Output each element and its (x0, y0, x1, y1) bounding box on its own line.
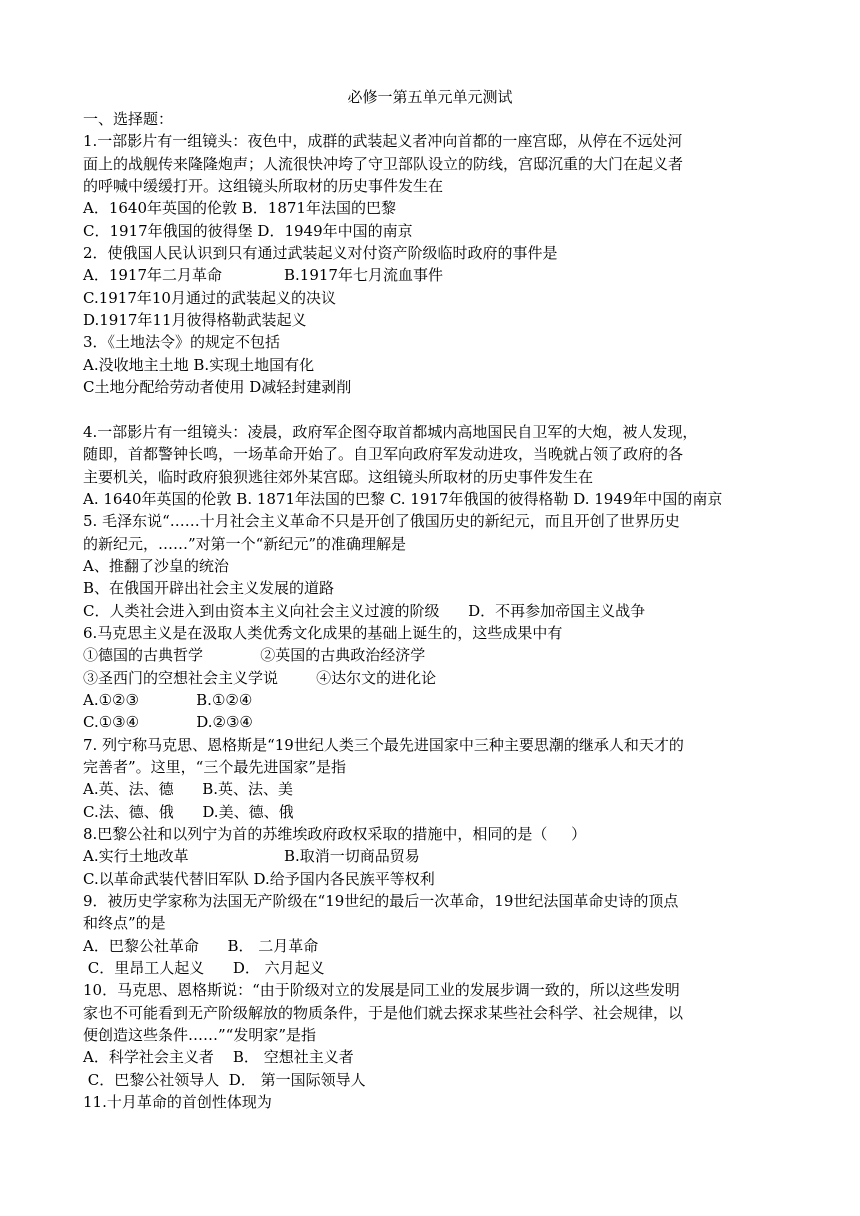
text-line: 7. 列宁称马克思、恩格斯是“19世纪人类三个最先进国家中三种主要思潮的继承人和天才的 (83, 735, 684, 754)
text-line: A、推翻了沙皇的统治 (83, 556, 229, 575)
text-line: 4.一部影片有一组镜头：凌晨，政府军企图夺取首都城内高地国民自卫军的大炮，被人发现， (83, 422, 698, 441)
text-line: A.实行土地改革 B.取消一切商品贸易 (83, 847, 420, 866)
text-line: 家也不可能看到无产阶级解放的物质条件，于是他们就去探求某些社会科学、社会规律，以 (83, 1003, 684, 1022)
text-line: 一、选择题： (83, 110, 174, 128)
text-line: ③圣西门的空想社会主义学说 ④达尔文的进化论 (83, 668, 437, 687)
text-line: 和终点”的是 (83, 914, 166, 933)
text-line: C．巴黎公社领导人 D． 第一国际领导人 (83, 1070, 366, 1089)
text-line: 5. 毛泽东说“……十月社会主义革命不只是开创了俄国历史的新纪元，而且开创了世界历史 (83, 512, 680, 531)
text-line: 面上的战舰传来隆隆炮声；人流很快冲垮了守卫部队设立的防线，宫邸沉重的大门在起义者 (83, 154, 684, 173)
text-line: A.①②③ B.①②④ (83, 690, 253, 709)
text-line: C.1917年10月通过的武装起义的决议 (83, 288, 336, 307)
text-line: 随即，首都警钟长鸣，一场革命开始了。自卫军向政府军发动进攻，当晚就占领了政府的各 (83, 445, 684, 464)
text-line: A．1917年二月革命 B.1917年七月流血事件 (83, 266, 443, 285)
text-line: B、在俄国开辟出社会主义发展的道路 (83, 579, 335, 598)
document-body (83, 108, 783, 1113)
text-line: C．1917年俄国的彼得堡 D．1949年中国的南京 (83, 221, 413, 240)
text-line: 9．被历史学家称为法国无产阶级在“19世纪的最后一次革命，19世纪法国革命史诗的顶点 (83, 892, 679, 911)
text-line: 2．使俄国人民认识到只有通过武装起义对付资产阶级临时政府的事件是 (83, 244, 558, 263)
text-line: 的新纪元，……”对第一个“新纪元”的准确理解是 (83, 534, 407, 553)
text-line: A. 1640年英国的伦敦 B. 1871年法国的巴黎 C. 1917年俄国的彼得格勒 D. 1949年中国的南京 (83, 489, 723, 508)
text-line: A．巴黎公社革命 B． 二月革命 (83, 936, 319, 955)
text-line: 3．《土地法令》的规定不包括 (83, 333, 281, 352)
text-line: C土地分配给劳动者使用 D减轻封建剥削 (83, 378, 352, 397)
text-line: D.1917年11月彼得格勒武装起义 (83, 311, 307, 330)
text-line: C．人类社会进入到由资本主义向社会主义过渡的阶级 D．不再参加帝国主义战争 (83, 601, 646, 620)
blank-line (83, 398, 783, 420)
text-line: C．里昂工人起义 D． 六月起义 (83, 959, 325, 978)
text-line: 便创造这些条件……”“发明家”是指 (83, 1026, 317, 1045)
text-line: 8.巴黎公社和以列宁为首的苏维埃政府政权采取的措施中，相同的是（ ） (83, 825, 587, 843)
text-line: 10．马克思、恩格斯说：“由于阶级对立的发展是同工业的发展步调一致的，所以这些发明 (83, 981, 680, 1000)
text-line: A.英、法、德 B.英、法、美 (83, 780, 294, 799)
page-title: 必修一第五单元单元测试 (347, 88, 513, 106)
text-line: 11.十月革命的首创性体现为 (83, 1093, 272, 1112)
text-line: 主要机关，临时政府狼狈逃往郊外某宫邸。这组镜头所取材的历史事件发生在 (83, 467, 594, 486)
text-line: A.没收地主土地 B.实现土地国有化 (83, 355, 315, 374)
text-line: A．1640年英国的伦敦 B．1871年法国的巴黎 (83, 199, 396, 218)
text-line: C.①③④ D.②③④ (83, 713, 253, 732)
text-line: A．科学社会主义者 B． 空想社主义者 (83, 1048, 354, 1067)
text-line: 6.马克思主义是在汲取人类优秀文化成果的基础上诞生的，这些成果中有 (83, 623, 563, 642)
text-line: C.以革命武装代替旧军队 D.给予国内各民族平等权利 (83, 869, 435, 888)
text-line: 的呼喊中缓缓打开。这组镜头所取材的历史事件发生在 (83, 177, 444, 196)
text-line: ①德国的古典哲学 ②英国的古典政治经济学 (83, 646, 426, 665)
text-line: C.法、德、俄 D.美、德、俄 (83, 802, 294, 821)
text-line: 1.一部影片有一组镜头：夜色中，成群的武装起义者冲向首都的一座宫邸，从停在不远处河 (83, 132, 683, 151)
text-line: 完善者”。这里，“三个最先进国家”是指 (83, 757, 347, 776)
